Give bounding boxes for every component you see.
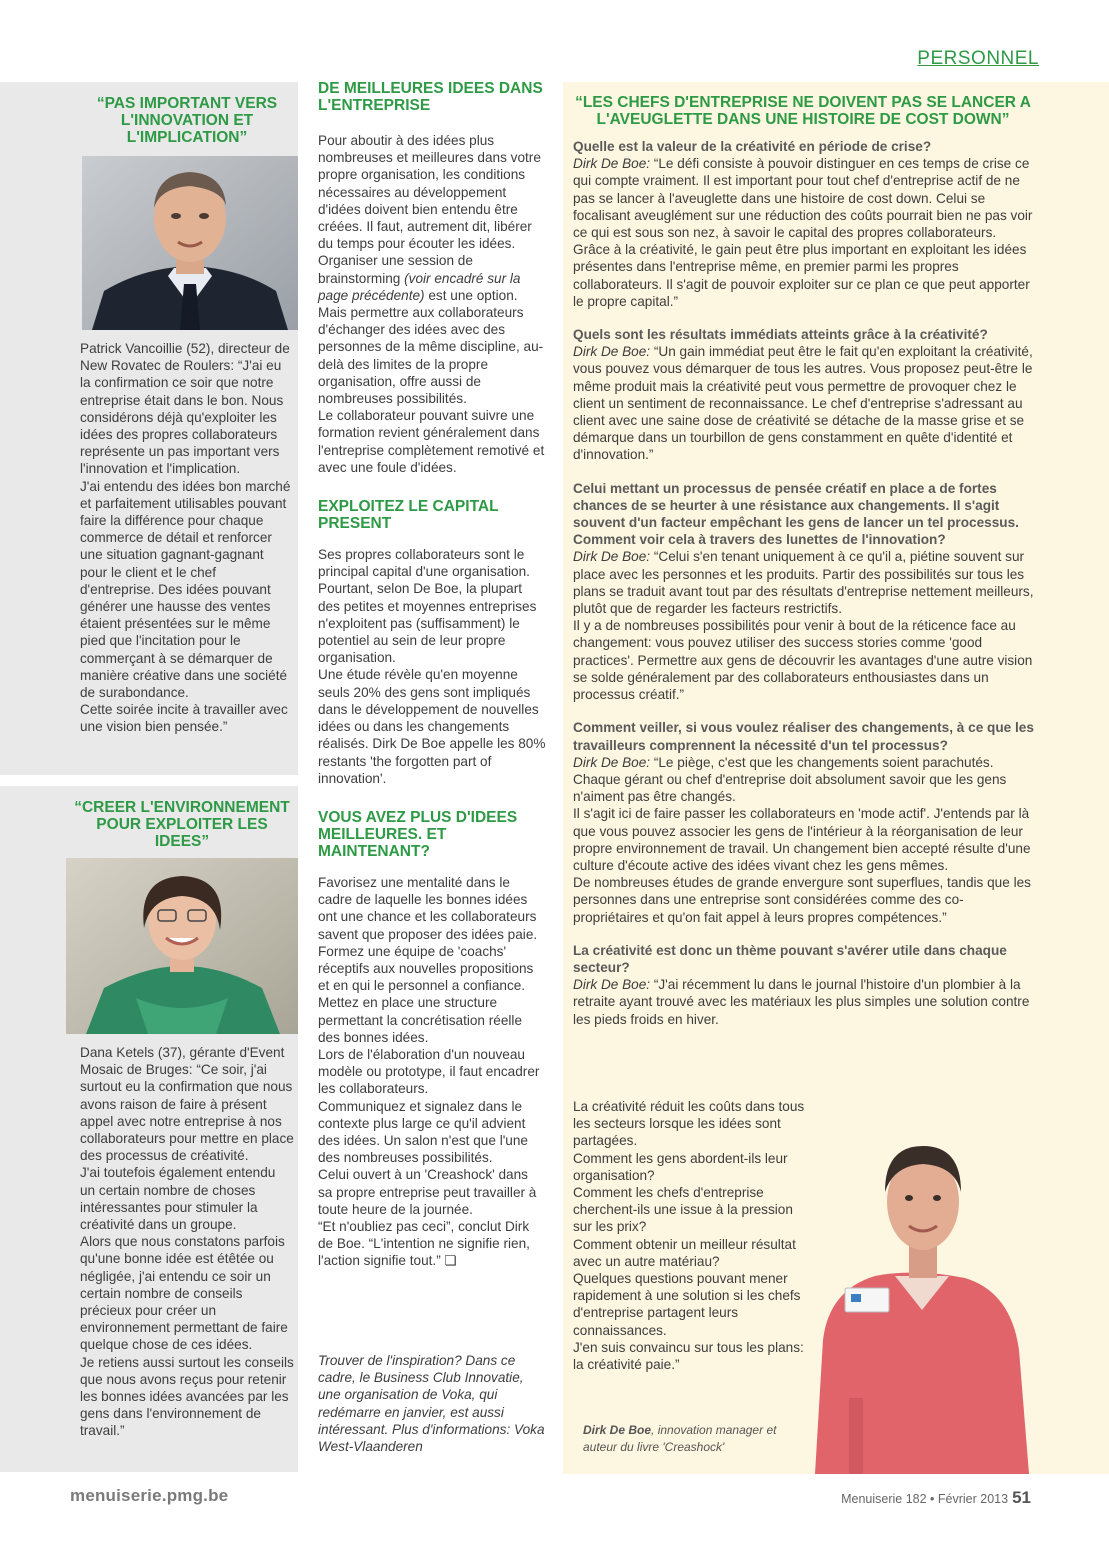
middle-column [318, 80, 546, 1270]
interview-answer: Dirk De Boe: “Le défi consiste à pouvoir distinguer en ces temps de crise ce qui compte vraiment. Il est important pour tout chef d'entreprise actif de ne pas se lancer à l'aveuglette dans une histoire de cost down. Celui se focalisant aveuglément sur une réduction des coûts pourrait bien ne pas voir ce qui est sous son nez, à savoir le capital des propres collaborateurs. [573, 156, 1033, 241]
middle-paragraph: Lors de l'élaboration d'un nouveau modèle ou prototype, il faut encadrer les collaborateurs. [318, 1046, 540, 1097]
middle-paragraph: Une étude révèle qu'en moyenne seuls 20% des gens sont impliqués dans le développement de nouvelles idées ou dans les changements réalisés. Dirk De Boe appelle les 80% restants 'the forgotten part of innovation'. [318, 667, 546, 786]
interview-text [573, 138, 1035, 1028]
interview-question: Quels sont les résultats immédiats atteints grâce à la créativité? [573, 327, 988, 343]
middle-paragraph: Formez une équipe de 'coachs' réceptifs aux nouvelles propositions et en qui le personnel a confiance. [318, 943, 534, 994]
photo-caption: Dirk De Boe, innovation manager et auteur du livre 'Creashock' [583, 1423, 777, 1454]
interview-question: Comment veiller, si vous voulez réaliser des changements, à ce que les travailleurs comprennent la nécessité d'un tel processus? [573, 720, 1034, 753]
sidebar-2-text: Dana Ketels (37), gérante d'Event Mosaic de Bruges: “Ce soir, j'ai surtout eu la confirmation que nous avons raison de faire à présent appel avec notre entreprise à nos collaborateurs pour mettre en place des processus de créativité. J'ai toutefois également entendu un certain nombre de choses intéressantes pour stimuler la créativité dans un groupe. Alors que nous constatons parfois qu'une bonne idée est étêtée ou négligée, j'ai entendu ce soir un certain nombre de conseils précieux pour créer un environnement permettant de faire quelque chose de ces idées. Je retiens aussi surtout les conseils que nous avons reçus pour retenir les bonnes idées avancées par les gens dans l'environnement de travail.” [80, 1045, 294, 1439]
middle-paragraph: Favorisez une mentalité dans le cadre de laquelle les bonnes idées ont une chance et les collaborateurs savent que proposer des idées paie. [318, 874, 538, 942]
middle-paragraph: Mais permettre aux collaborateurs d'échanger des idées avec des personnes de la même discipline, au-delà des limites de la propre organisation, offre aussi de nombreuses possibilités. [318, 305, 544, 407]
middle-paragraph: Celui ouvert à un 'Creashock' dans sa propre entreprise peut travailler à toute heure de la journée. [318, 1167, 537, 1217]
inspiration-note: Trouver de l'inspiration? Dans ce cadre, le Business Club Innovatie, une organisation de Voka, qui redémarre en janvier, est aussi intéressant. Plus d'informations: Voka West-Vlaanderen [318, 1353, 545, 1455]
middle-paragraph: Communiquez et signalez dans le contexte plus large ce qu'il advient des idées. Un salon n'est que l'une des nombreuses possibilités. [318, 1098, 528, 1166]
sidebar-1-title: “PAS IMPORTANT VERS L'INNOVATION ET L'IMPLICATION” [96, 95, 278, 146]
heading-exploitez-capital: EXPLOITEZ LE CAPITAL PRESENT [318, 498, 499, 533]
interview-answer: Dirk De Boe: “Celui s'en tenant uniquement à ce qu'il a, piétine souvent sur place avec les personnes et les produits. Partir des possibilités sur tous les plans se traduit avant tout par des résultats d'entreprise nettement meilleurs, plutôt que de regarder les facteurs restrictifs. [573, 549, 1034, 617]
interview-answer: De nombreuses études de grande envergure sont superflues, tandis que les personnes dans une entreprise sont considérées comme des co-propriétaires et qu'on fait appel à leurs propres compétences.” [573, 875, 1031, 925]
footer-website[interactable]: menuiserie.pmg.be [70, 1486, 229, 1505]
middle-paragraph: “Et n'oubliez pas ceci”, conclut Dirk de Boe. “L'intention ne signifie rien, l'action signifie tout.” ❏ [318, 1218, 530, 1269]
sidebar-1-text: Patrick Vancoillie (52), directeur de New Rovatec de Roulers: “J'ai eu la confirmation ce soir que notre entreprise était dans le bon. Nous considérons déjà qu'exploiter les idées des propres collaborateurs représente un pas important vers l'innovation et l'implication. J'ai entendu des idées bon marché et parfaitement utilisables pouvant faire la différence pour chaque commerce de détail et renforcer une situation gagnant-gagnant pour le client et le chef d'entreprise. Des idées pouvant générer une hausse des ventes étaient présentées sur le même pied que l'incitation pour le commerçant à se démarquer de manière créative dans une société de surabondance. Cette soirée incite à travailler avec une vision bien pensée.” [80, 341, 291, 735]
interview-answer: Dirk De Boe: “Un gain immédiat peut être le fait qu'en exploitant la créativité, vous pouvez vous démarquer de tous les autres. Vous proposez peut-être le même produit mais la créativité peut vous permettre de provoquer chez le client un sentiment de reconnaissance. Le chef d'entreprise s'adressant au client avec une saine dose de créativité se détache de la masse grise et se démarque dans un tourbillon de gens constamment en quête d'identité et d'innovation.” [573, 344, 1033, 463]
sidebar-box-2 [0, 786, 298, 1472]
interview-answer: Dirk De Boe: “J'ai récemment lu dans le journal l'histoire d'un plombier à la retraite ayant trouvé avec les matériaux les plus simples une solution contre les pieds froids en hiver. [573, 977, 1030, 1027]
sidebar-2-title: “CREER L'ENVIRONNEMENT POUR EXPLOITER LES IDEES” [74, 799, 290, 850]
interview-question: Quelle est la valeur de la créativité en période de crise? [573, 139, 932, 154]
interview-answer: Il s'agit ici de faire passer les collaborateurs en 'mode actif'. J'entends par là que vous pouvez associer les gens de l'intérieur à la réorganisation de leur propre environnement de travail. Un changement bien accepté résulte d'une culture d'écoute active des idées vivant chez les gens mêmes. [573, 806, 1031, 873]
middle-paragraph: Le collaborateur pouvant suivre une formation revient généralement dans l'entreprise complètement remotivé et avec une foule d'idées. [318, 408, 545, 475]
photo-dirk-de-boe [805, 1100, 1039, 1474]
interview-answer: Dirk De Boe: “Le piège, c'est que les changements soient parachutés. Chaque gérant ou chef d'entreprise doit absolument savoir que les gens n'aiment pas être changés. [573, 754, 1007, 805]
interview-answer: Il y a de nombreuses possibilités pour venir à bout de la réticence face au changement: vous pouvez utiliser des success stories comme 'good practices'. Permettre aux gens de découvrir les avantages d'une autre vision se solde généralement par des collaborateurs enthousiastes dans un processus créatif.” [573, 618, 1033, 703]
middle-paragraph: Mettez en place une structure permettant la concrétisation réelle des bonnes idées. [318, 995, 523, 1045]
interview-closing-text: La créativité réduit les coûts dans tous les secteurs lorsque les idées sont partagées. Comment les gens abordent-ils leur organisation? Comment les chefs d'entreprise cherchent-ils une issue à la pression sur les prix? Comment obtenir un meilleur résultat avec un autre matériau? Quelques questions pouvant mener rapidement à une solution si les chefs d'entreprise partagent leurs connaissances. J'en suis convaincu sur tous les plans: la créativité paie.” [573, 1099, 805, 1373]
photo-dana-ketels [66, 858, 298, 1034]
heading-meilleures-idees: DE MEILLEURES IDEES DANS L'ENTREPRISE [318, 80, 543, 114]
middle-paragraph: Pour aboutir à des idées plus nombreuses et meilleures dans votre propre organisation, les conditions nécessaires au développement d'idées doivent bien entendu être créées. Il faut, autrement dit, libérer du temps pour écouter les idées. Organiser une session de brainstorming (voir encadré sur la page précédente) est une option. [318, 133, 541, 303]
sidebar-box-1 [0, 82, 298, 775]
section-tag: PERSONNEL [917, 48, 1039, 69]
end-mark-icon: ❏ [444, 1253, 457, 1269]
heading-vous-avez-plus: VOUS AVEZ PLUS D'IDEES MEILLEURES. ET MAINTENANT? [318, 808, 518, 860]
interview-question: Celui mettant un processus de pensée créatif en place a de fortes chances de se heurter à une résistance aux changements. Il s'agit souvent d'un facteur empêchant les gens de lancer un tel processus. Comment voir cela à travers des lunettes de l'innovation? [573, 480, 1019, 548]
middle-paragraph: Ses propres collaborateurs sont le principal capital d'une organisation. Pourtant, selon De Boe, la plupart des petites et moyennes entreprises n'exploitent pas (suffisamment) le potentiel au sein de leur propre organisation. [318, 547, 537, 666]
page-number: 51 [1012, 1488, 1031, 1507]
interview-title: “LES CHEFS D'ENTREPRISE NE DOIVENT PAS SE LANCER A L'AVEUGLETTE DANS UNE HISTOIRE DE COST DOWN” [575, 94, 1031, 128]
footer-issue: Menuiserie 182 • Février 2013 51 [841, 1488, 1031, 1507]
interview-answer: Grâce à la créativité, le gain peut être plus important en exploitant les idées présentes dans l'entreprise même, en premier parmi les propres collaborateurs. Il s'agit de pouvoir exploiter sur ce plan ce que peut apporter le propre capital.” [573, 242, 1030, 309]
interview-question: La créativité est donc un thème pouvant s'avérer utile dans chaque secteur? [573, 942, 1007, 975]
photo-patrick-vancoillie [82, 156, 298, 330]
